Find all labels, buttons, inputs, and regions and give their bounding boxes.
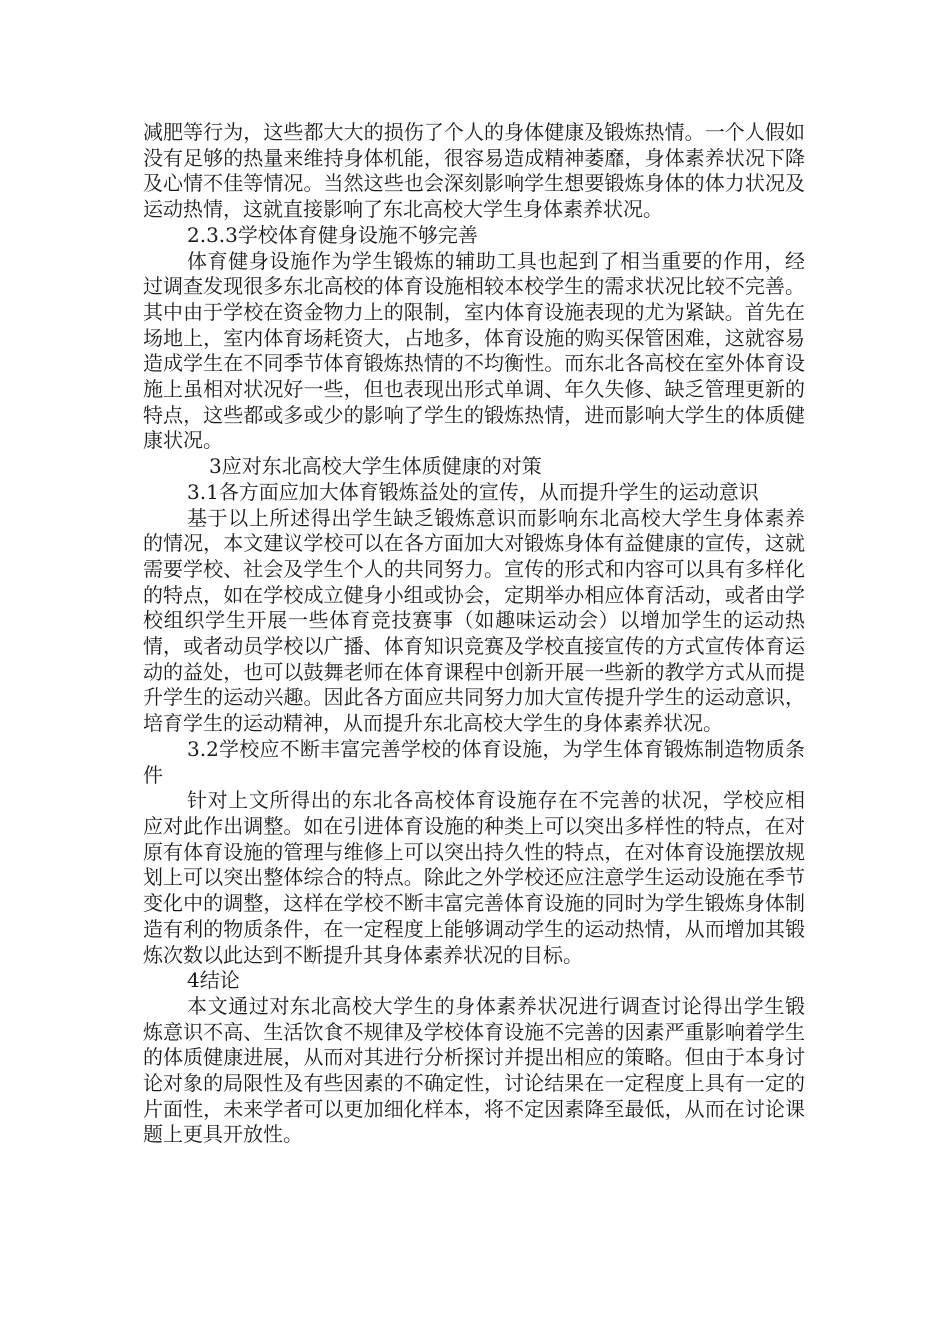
- section-heading-4-conclusion: 4结论: [187, 968, 240, 993]
- subheading-2-3-3: 2.3.3学校体育健身设施不够完善: [187, 222, 478, 247]
- subheading-3-1: 3.1各方面应加大体育锻炼益处的宣传，从而提升学生的运动意识: [187, 479, 759, 504]
- section-heading-3: 3应对东北高校大学生体质健康的对策: [209, 454, 542, 479]
- paragraph-conclusion: 本文通过对东北高校大学生的身体素养状况进行调查讨论得出学生锻炼意识不高、生活饮食不规律及学校体育设施不完善的因素严重影响着学生的体质健康进展，从而对其进行分析探讨并提出相应的策略。但由于本身讨论对象的局限性及有些因素的不确定性，讨论结果在一定程度上具有一定的片面性，未来学者可以更加细化样本，将不定因素降至最低，从而在讨论课题上更具开放性。: [143, 993, 805, 1147]
- paragraph-continuation: 减肥等行为，这些都大大的损伤了个人的身体健康及锻炼热情。一个人假如没有足够的热量来维持身体机能，很容易造成精神萎靡，身体素养状况下降及心情不佳等情况。当然这些也会深刻影响学生想要锻炼身体的体力状况及运动热情，这就直接影响了东北高校大学生身体素养状况。: [143, 120, 805, 222]
- paragraph-facility-improvement: 针对上文所得出的东北各高校体育设施存在不完善的状况，学校应相应对此作出调整。如在引进体育设施的种类上可以突出多样性的特点，在对原有体育设施的管理与维修上可以突出持久性的特点，在对体育设施摆放规划上可以突出整体综合的特点。除此之外学校还应注意学生运动设施在季节变化中的调整，这样在学校不断丰富完善体育设施的同时为学生锻炼身体制造有利的物质条件，在一定程度上能够调动学生的运动热情，从而增加其锻炼次数以此达到不断提升其身体素养状况的目标。: [143, 788, 805, 967]
- paragraph-publicity: 基于以上所述得出学生缺乏锻炼意识而影响东北高校大学生身体素养的情况，本文建议学校可以在各方面加大对锻炼身体有益健康的宣传，这就需要学校、社会及学生个人的共同努力。宣传的形式和内容可以具有多样化的特点，如在学校成立健身小组或协会，定期举办相应体育活动，或者由学校组织学生开展一些体育竞技赛事（如趣味运动会）以增加学生的运动热情，或者动员学校以广播、体育知识竞赛及学校直接宣传的方式宣传体育运动的益处，也可以鼓舞老师在体育课程中创新开展一些新的教学方式从而提升学生的运动兴趣。因此各方面应共同努力加大宣传提升学生的运动意识，培育学生的运动精神，从而提升东北高校大学生的身体素养状况。: [143, 505, 805, 736]
- paragraph-facilities: 体育健身设施作为学生锻炼的辅助工具也起到了相当重要的作用，经过调查发现很多东北高校的体育设施相较本校学生的需求状况比较不完善。其中由于学校在资金物力上的限制，室内体育设施表现的尤为紧缺。首先在场地上，室内体育场耗资大，占地多，体育设施的购买保管困难，这就容易造成学生在不同季节体育锻炼热情的不均衡性。而东北各高校在室外体育设施上虽相对状况好一些，但也表现出形式单调、年久失修、缺乏管理更新的特点，这些都或多或少的影响了学生的锻炼热情，进而影响大学生的体质健康状况。: [143, 248, 805, 453]
- subheading-3-2: 3.2学校应不断丰富完善学校的体育设施，为学生体育锻炼制造物质条件: [143, 736, 805, 787]
- document-body: [143, 120, 805, 1148]
